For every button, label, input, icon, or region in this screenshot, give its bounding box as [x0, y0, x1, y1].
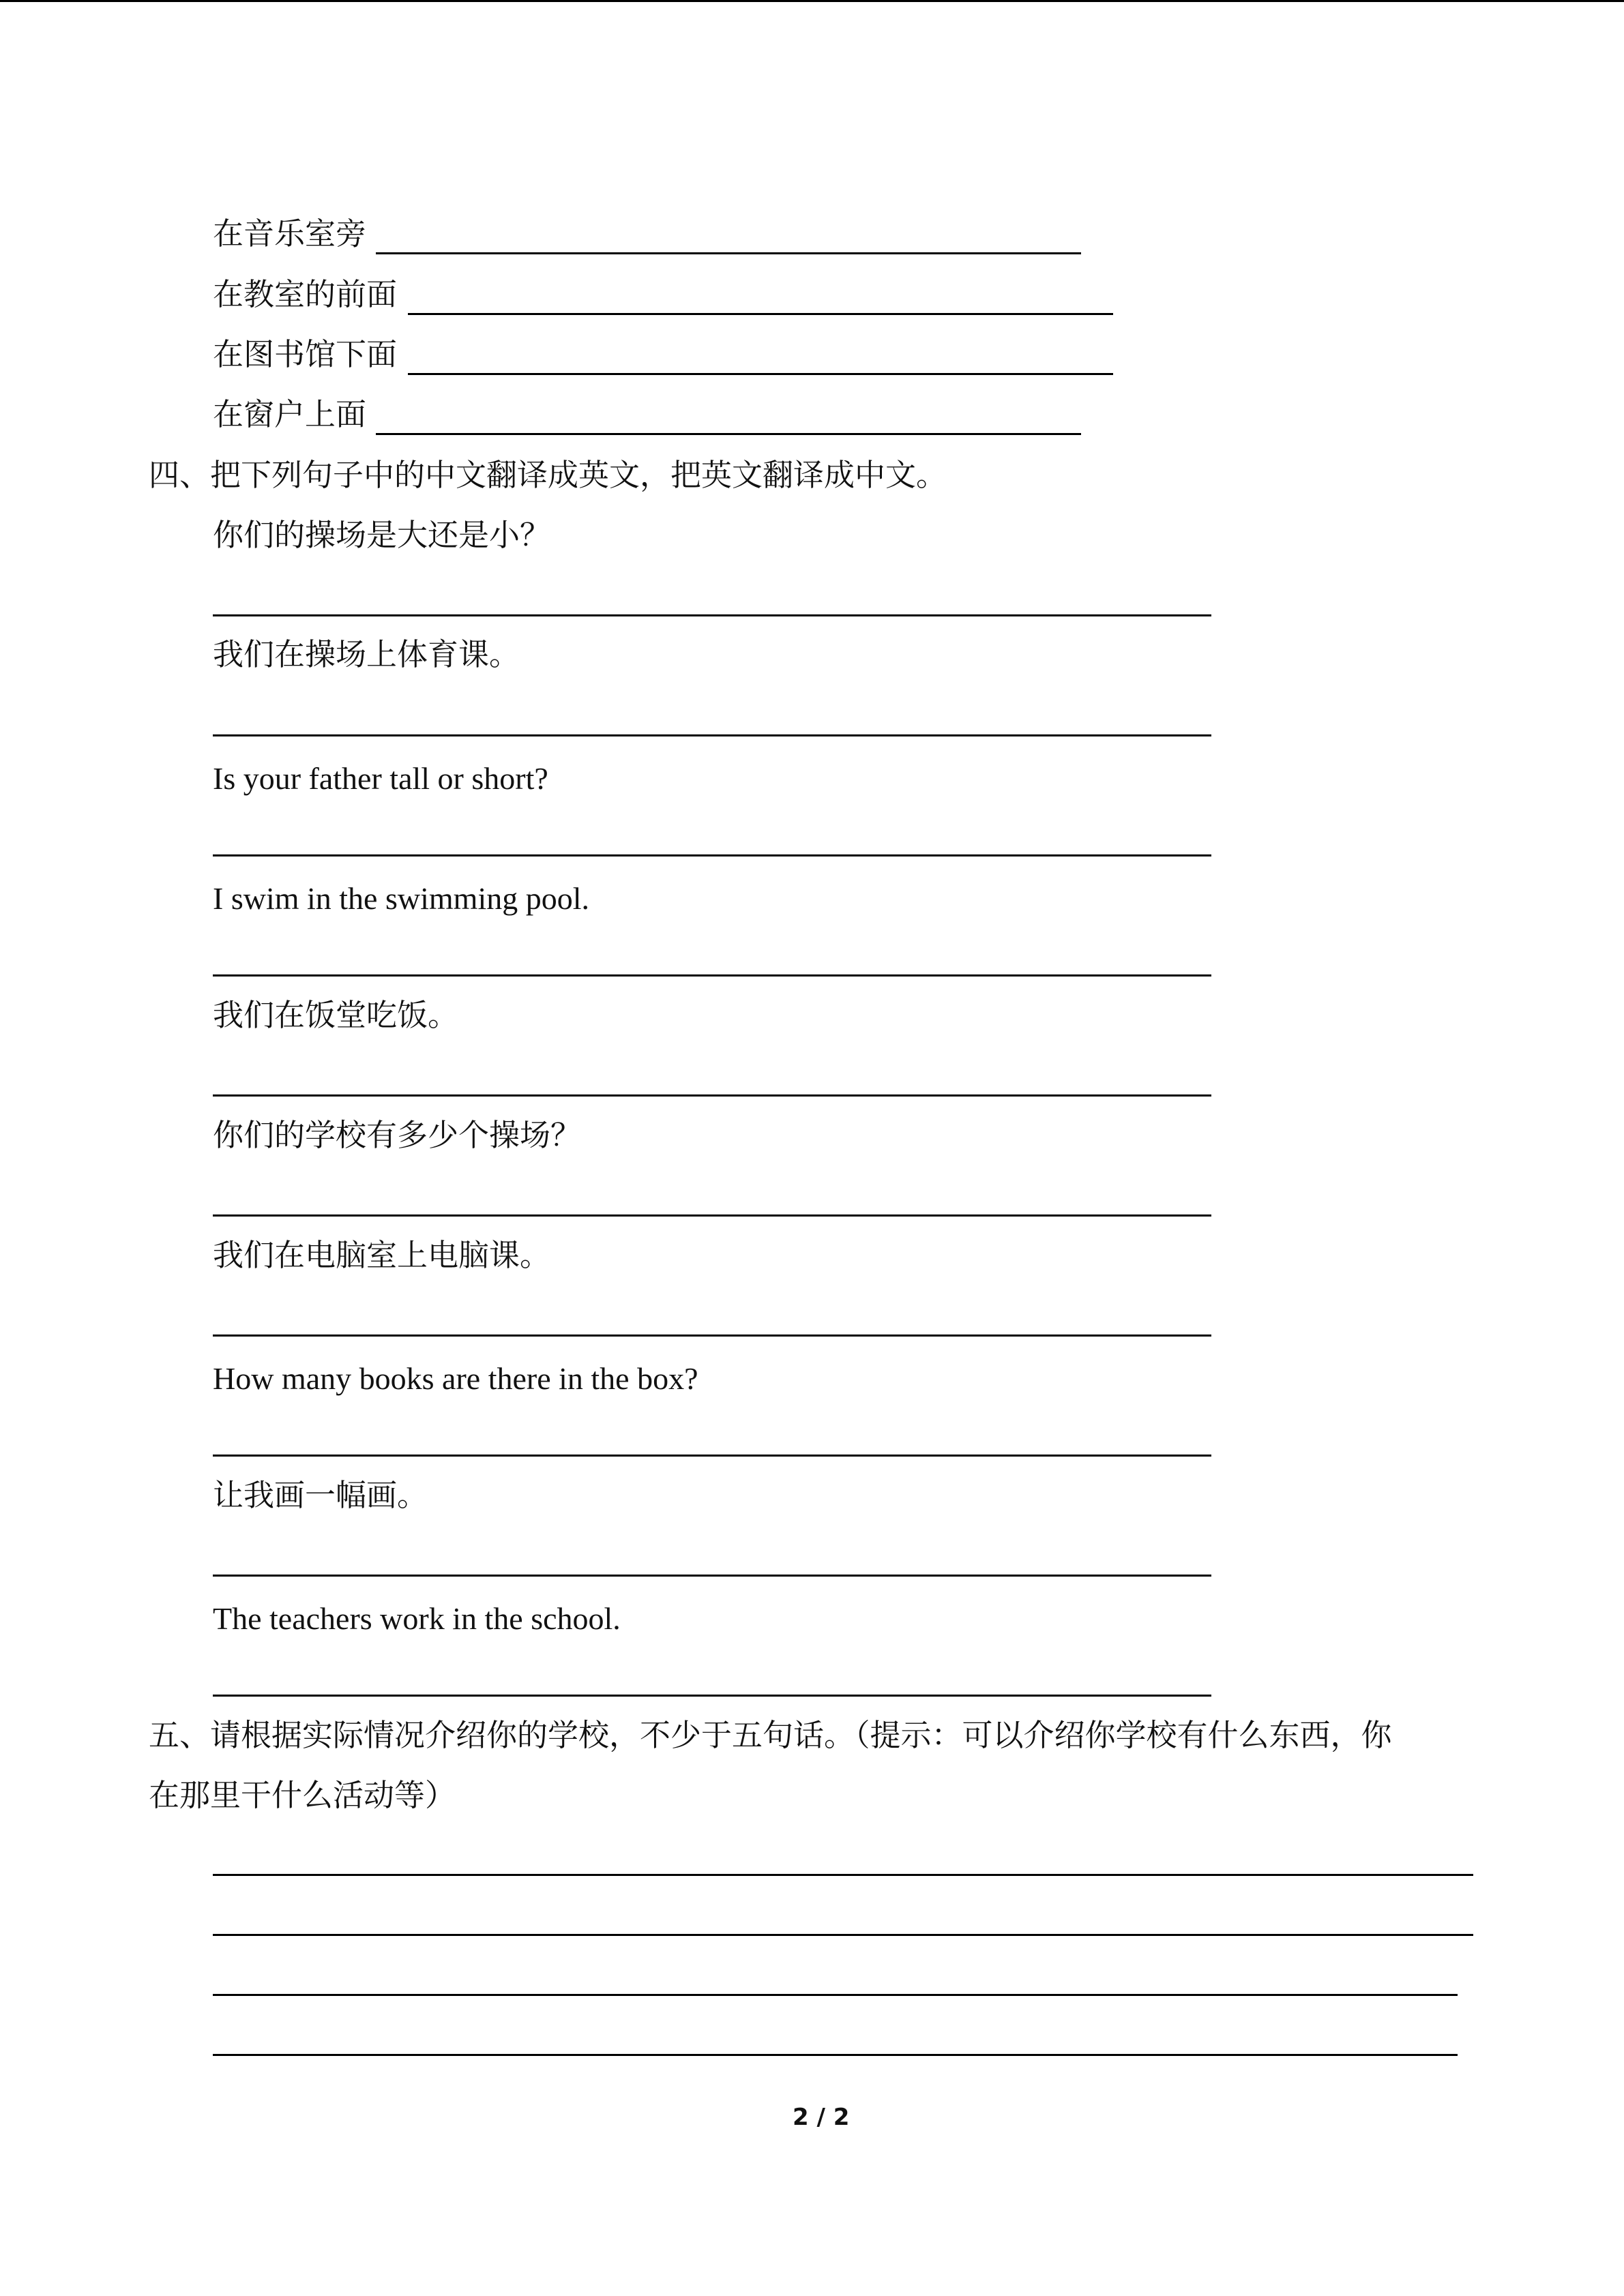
page-number: 2 / 2	[793, 2104, 850, 2131]
answer-line-5[interactable]	[213, 1094, 1211, 1097]
translate-item-2: 我们在操场上体育课。	[213, 636, 520, 672]
translate-item-5: 我们在饭堂吃饭。	[213, 997, 459, 1033]
fill-blank-2[interactable]	[408, 313, 1113, 315]
section5-heading-line2: 在那里干什么活动等）	[149, 1777, 456, 1813]
answer-line-9[interactable]	[213, 1575, 1211, 1577]
translate-item-7: 我们在电脑室上电脑课。	[213, 1237, 551, 1273]
answer-line-8[interactable]	[213, 1455, 1211, 1457]
answer-line-10[interactable]	[213, 1695, 1211, 1697]
fill-label-2: 在教室的前面	[213, 276, 398, 312]
answer-line-6[interactable]	[213, 1214, 1211, 1217]
page-top-border	[0, 0, 1624, 2]
translate-item-10: The teachers work in the school.	[213, 1601, 621, 1636]
section5-heading-line1: 五、请根据实际情况介绍你的学校，不少于五句话。（提示：可以介绍你学校有什么东西，你	[149, 1717, 1392, 1753]
translate-item-6: 你们的学校有多少个操场？	[213, 1117, 582, 1153]
translate-item-8: How many books are there in the box?	[213, 1361, 698, 1396]
fill-label-3: 在图书馆下面	[213, 336, 398, 372]
translate-item-3: Is your father tall or short?	[213, 761, 548, 796]
answer-line-1[interactable]	[213, 614, 1211, 616]
fill-blank-4[interactable]	[376, 433, 1081, 435]
fill-blank-3[interactable]	[408, 373, 1113, 375]
section4-heading: 四、把下列句子中的中文翻译成英文，把英文翻译成中文。	[149, 457, 947, 493]
answer-line-2[interactable]	[213, 734, 1211, 736]
essay-line-1[interactable]	[213, 1874, 1473, 1876]
fill-label-4: 在窗户上面	[213, 396, 367, 432]
fill-label-1: 在音乐室旁	[213, 215, 367, 252]
essay-line-2[interactable]	[213, 1934, 1473, 1936]
translate-item-1: 你们的操场是大还是小？	[213, 517, 551, 553]
answer-line-3[interactable]	[213, 854, 1211, 856]
essay-line-4[interactable]	[213, 2054, 1458, 2056]
answer-line-7[interactable]	[213, 1335, 1211, 1337]
translate-item-9: 让我画一幅画。	[213, 1477, 428, 1513]
essay-line-3[interactable]	[213, 1994, 1458, 1996]
answer-line-4[interactable]	[213, 974, 1211, 976]
translate-item-4: I swim in the swimming pool.	[213, 881, 589, 916]
fill-blank-1[interactable]	[376, 252, 1081, 254]
